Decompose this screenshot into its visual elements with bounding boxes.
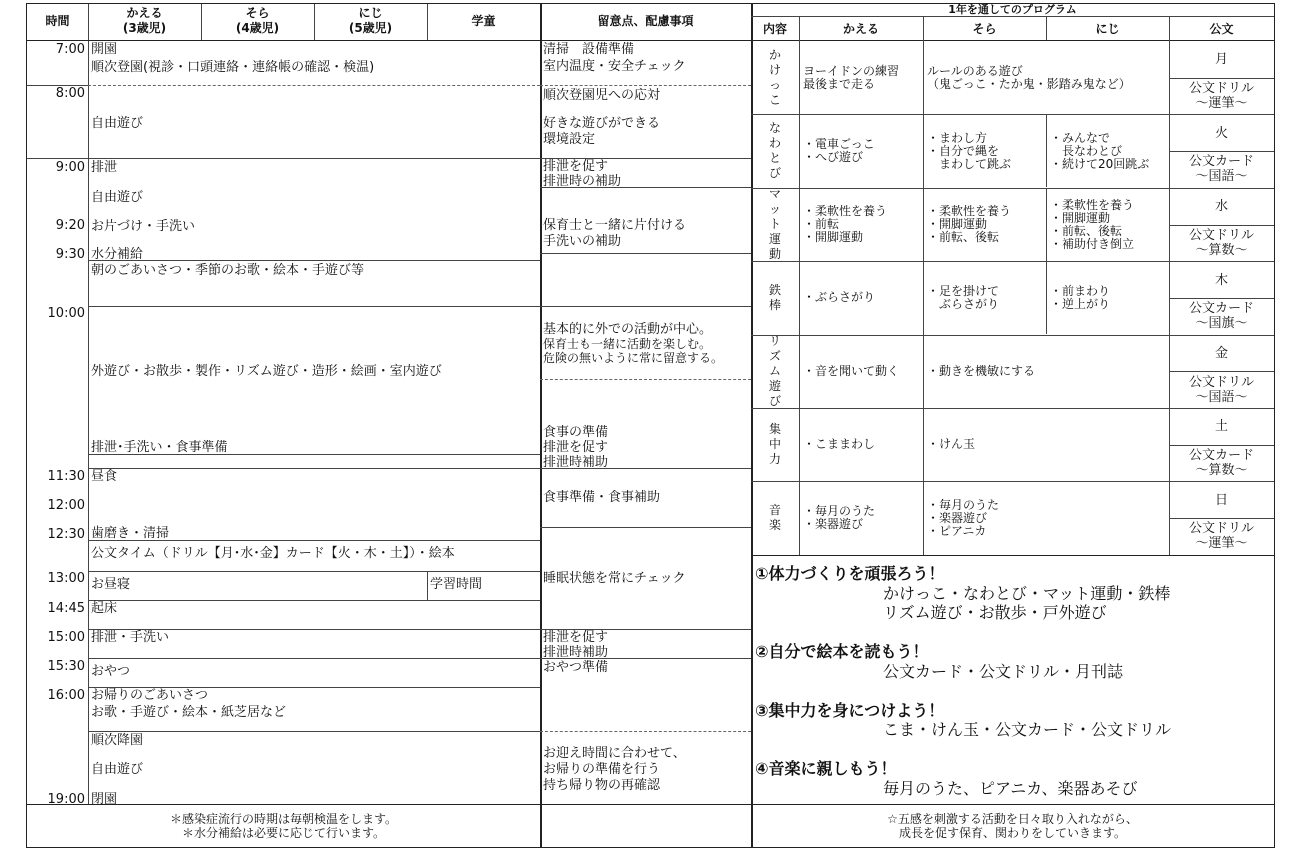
header-kumon: 公文	[1209, 22, 1234, 36]
footer-line	[27, 804, 1274, 805]
goal-detail: かけっこ・なわとび・マット運動・鉄棒	[883, 584, 1171, 603]
note-text: 室内温度・安全チェック	[543, 59, 686, 74]
program-kaeru: ・柔軟性を養う ・前転 ・開脚運動	[803, 204, 888, 244]
row-line	[88, 85, 540, 86]
header-niji: にじ	[358, 6, 383, 20]
goal-heading: ②自分で絵本を読もう！	[755, 642, 929, 661]
header-sora-r: そら	[972, 22, 997, 36]
kumon-mid-line	[1169, 518, 1274, 519]
notes-line	[540, 527, 751, 528]
program-kaeru: ヨーイドンの練習 最後まで走る	[803, 64, 900, 91]
section-divider-1	[540, 4, 542, 847]
program-niji: ・柔軟性を養う ・開脚運動 ・前転、後転 ・補助付き倒立	[1050, 198, 1135, 251]
time-label: 7:00	[55, 42, 85, 57]
note-text: お帰りの準備を行う	[543, 762, 661, 777]
time-column-divider	[88, 4, 89, 804]
notes-line	[540, 731, 751, 732]
program-category: な わ と び	[768, 121, 781, 180]
program-category: リ ズ ム 遊 び	[768, 334, 781, 408]
time-label: 9:00	[55, 160, 85, 175]
note-text: 保育士と一緒に片付ける	[543, 218, 687, 233]
program-sora: ・動きを機敏にする	[927, 364, 1036, 378]
note-text: 危険の無いように常に留意する。	[543, 351, 724, 365]
program-niji: ・みんなで 長なわとび ・続けて20回跳ぶ	[1050, 131, 1150, 171]
time-label: 15:00	[47, 630, 85, 645]
program-kaeru: ・こままわし	[803, 437, 876, 451]
activity-text: 閉園	[91, 792, 118, 807]
time-label: 10:00	[47, 306, 85, 321]
program-category: 音 楽	[768, 503, 781, 532]
activity-text: 歯磨き・清掃	[91, 526, 170, 541]
goal-detail: 毎月のうた、ピアニカ、楽器あそび	[883, 779, 1138, 798]
activity-text: 外遊び・お散歩・製作・リズム遊び・造形・絵画・室内遊び	[91, 364, 442, 379]
kumon-mid-line	[1169, 78, 1274, 79]
program-sora: ・柔軟性を養う ・開脚運動 ・前転、後転	[927, 204, 1012, 244]
note-text: 排泄を促す	[543, 159, 609, 174]
program-kaeru: ・電車ごっこ ・へび遊び	[803, 137, 875, 164]
activity-text: 自由遊び	[91, 116, 144, 131]
activity-text: 公文タイム（ドリル【月･水･金】カード【火・木・土】）・絵本	[91, 546, 455, 561]
activity-text: お片づけ・手洗い	[91, 219, 196, 234]
kumon-day: 水	[1214, 199, 1228, 214]
activity-text: 自由遊び	[91, 762, 144, 777]
row-line	[88, 306, 540, 307]
program-kaeru: ・ぶらさがり	[803, 290, 876, 304]
activity-text: お歌・手遊び・絵本・紙芝居など	[91, 705, 287, 720]
time-label: 8:00	[55, 86, 85, 101]
kumon-day: 月	[1214, 52, 1228, 67]
row-line	[88, 658, 540, 659]
activity-text: 開園	[91, 42, 118, 57]
goals-top-line	[751, 555, 1274, 556]
header-kaeru-r: かえる	[842, 22, 879, 36]
note-text: 睡眠状態を常にチェック	[543, 571, 686, 586]
note-text: 清掃 設備準備	[543, 42, 635, 57]
footer-note: 成長を促す保育、関わりをしていきます。	[898, 826, 1127, 840]
note-text: 食事準備・食事補助	[543, 490, 661, 505]
header-niji-age: (5歳児)	[348, 21, 393, 35]
activity-text: 順次降園	[91, 733, 144, 748]
activity-text: 起床	[91, 601, 118, 616]
kumon-mid-line	[1169, 151, 1274, 152]
header-sora-age: (4歳児)	[235, 21, 280, 35]
program-row-line	[751, 481, 1274, 482]
goal-detail: 公文カード・公文ドリル・月刊誌	[883, 662, 1124, 681]
program-category: 鉄 棒	[768, 283, 781, 312]
notes-line	[540, 306, 751, 307]
note-text: 持ち帰り物の再確認	[543, 778, 661, 793]
program-row-line	[751, 188, 1274, 189]
goal-detail: こま・けん玉・公文カード・公文ドリル	[883, 720, 1172, 739]
note-text: 排泄時補助	[543, 645, 609, 660]
note-text: 排泄時補助	[543, 455, 609, 470]
activity-text: 排泄・手洗い	[91, 630, 170, 645]
activity-text: おやつ	[91, 664, 131, 679]
kumon-day: 金	[1214, 346, 1228, 361]
note-text: お迎え時間に合わせて、	[543, 746, 686, 761]
activity-text: 学習時間	[430, 577, 483, 592]
kumon-day: 火	[1214, 126, 1228, 141]
program-title: 1年を通してのプログラム	[948, 3, 1077, 16]
time-row-line	[27, 158, 88, 159]
program-col-divider	[1046, 188, 1047, 261]
program-sora: ・まわし方 ・自分で縄を まわして跳ぶ	[927, 131, 1012, 171]
time-label: 19:00	[47, 792, 85, 807]
goal-detail: リズム遊び・お散歩・戸外遊び	[883, 603, 1107, 622]
header-gakudo: 学童	[471, 14, 496, 28]
notes-line	[540, 85, 751, 86]
kumon-mid-line	[1169, 298, 1274, 299]
footer-note: ＊感染症流行の時期は毎朝検温をします。	[169, 812, 398, 826]
notes-line	[540, 253, 751, 254]
right-col-divider	[923, 16, 924, 555]
program-sora: ・けん玉	[927, 437, 976, 451]
footer-note: ＊水分補給は必要に応じて行います。	[181, 826, 386, 840]
note-text: おやつ準備	[543, 660, 609, 675]
program-category: か け っ こ	[768, 48, 781, 107]
program-row-line	[751, 114, 1274, 115]
section-divider-2	[751, 4, 753, 847]
time-label: 12:00	[47, 498, 85, 513]
schedule-document	[26, 3, 1275, 848]
program-col-divider	[1046, 114, 1047, 187]
program-sora: ・毎月のうた ・楽器遊び ・ピアニカ	[927, 498, 1000, 538]
note-text: 好きな遊びができる	[543, 116, 661, 131]
kumon-mid-line	[1169, 371, 1274, 372]
row-line	[88, 731, 540, 732]
goal-heading: ④音楽に親しもう！	[755, 759, 897, 778]
note-text: 順次登園児への応対	[543, 88, 661, 103]
row-line	[88, 571, 540, 572]
header-sora: そら	[245, 6, 270, 20]
kumon-content: 公文ドリル ～算数～	[1188, 228, 1254, 258]
title-line	[751, 16, 1274, 17]
kumon-day: 日	[1214, 493, 1228, 508]
activity-text: お帰りのごあいさつ	[91, 688, 209, 703]
program-category: 集 中 力	[768, 422, 781, 466]
header-time: 時間	[45, 14, 70, 28]
time-label: 14:45	[47, 601, 85, 616]
header-kaeru: かえる	[126, 6, 163, 20]
gakushu-divider	[427, 571, 428, 600]
program-col-divider	[1046, 261, 1047, 334]
program-row-line	[751, 408, 1274, 409]
kumon-mid-line	[1169, 445, 1274, 446]
goal-heading: ③集中力を身につけよう！	[755, 701, 945, 720]
kumon-content: 公文カード ～算数～	[1188, 448, 1254, 478]
note-text: 排泄時の補助	[543, 174, 622, 189]
kumon-content: 公文ドリル ～国語～	[1188, 375, 1254, 405]
program-sora: ルールのある遊び （鬼ごっこ・たか鬼・影踏み鬼など）	[927, 64, 1131, 91]
note-text: 食事の準備	[543, 425, 609, 440]
row-line	[88, 600, 540, 601]
kumon-day: 土	[1214, 419, 1228, 434]
time-label: 13:00	[47, 571, 85, 586]
activity-text: 排泄･手洗い・食事準備	[91, 440, 228, 455]
right-header-line	[751, 40, 1274, 41]
activity-text: 排泄	[91, 160, 118, 175]
time-label: 9:20	[55, 218, 85, 233]
header-notes: 留意点、配慮事項	[597, 14, 694, 28]
activity-text: 昼食	[91, 469, 118, 484]
time-label: 11:30	[47, 469, 85, 484]
kumon-content: 公文カード ～国語～	[1188, 154, 1254, 184]
time-row-line	[27, 85, 88, 86]
program-row-line	[751, 335, 1274, 336]
goal-heading: ①体力づくりを頑張ろう！	[755, 564, 945, 583]
header-content: 内容	[762, 22, 787, 36]
kumon-content: 公文カード ～国旗～	[1188, 301, 1254, 331]
note-text: 手洗いの補助	[543, 234, 622, 249]
row-line	[88, 260, 540, 261]
kumon-content: 公文ドリル ～運筆～	[1188, 81, 1254, 111]
activity-text: 水分補給	[91, 247, 144, 262]
row-line	[88, 468, 540, 469]
time-label: 9:30	[55, 247, 85, 262]
kumon-mid-line	[1169, 225, 1274, 226]
program-kaeru: ・毎月のうた ・楽器遊び	[803, 504, 876, 531]
header-bottom-line	[27, 40, 751, 41]
note-text: 環境設定	[543, 132, 596, 147]
kumon-day: 木	[1214, 273, 1228, 288]
activity-text: お昼寝	[91, 577, 131, 592]
note-text: 基本的に外での活動が中心。	[543, 322, 713, 337]
time-label: 15:30	[47, 659, 85, 674]
note-text: 排泄を促す	[543, 630, 609, 645]
note-text: 保育士も一緒に活動を楽しむ。	[543, 337, 712, 351]
note-text: 排泄を促す	[543, 440, 609, 455]
program-niji: ・前まわり ・逆上がり	[1050, 284, 1111, 311]
time-label: 16:00	[47, 688, 85, 703]
notes-line	[540, 379, 751, 380]
right-col-divider	[799, 16, 800, 555]
program-kaeru: ・音を聞いて動く	[803, 364, 900, 378]
time-label: 12:30	[47, 527, 85, 542]
row-line	[88, 158, 540, 159]
program-sora: ・足を掛けて ぶらさがり	[927, 284, 1000, 311]
footer-note: ☆五感を刺激する活動を日々取り入れながら、	[887, 812, 1138, 826]
program-category: マ ッ ト 運 動	[768, 187, 781, 261]
program-row-line	[751, 261, 1274, 262]
kumon-content: 公文ドリル ～運筆～	[1188, 521, 1254, 551]
activity-text: 朝のごあいさつ・季節のお歌・絵本・手遊び等	[91, 263, 365, 278]
activity-text: 順次登園(視診・口頭連絡・連絡帳の確認・検温)	[91, 60, 375, 75]
activity-text: 自由遊び	[91, 190, 144, 205]
header-kaeru-age: (3歳児)	[122, 21, 167, 35]
header-niji-r: にじ	[1095, 22, 1120, 36]
